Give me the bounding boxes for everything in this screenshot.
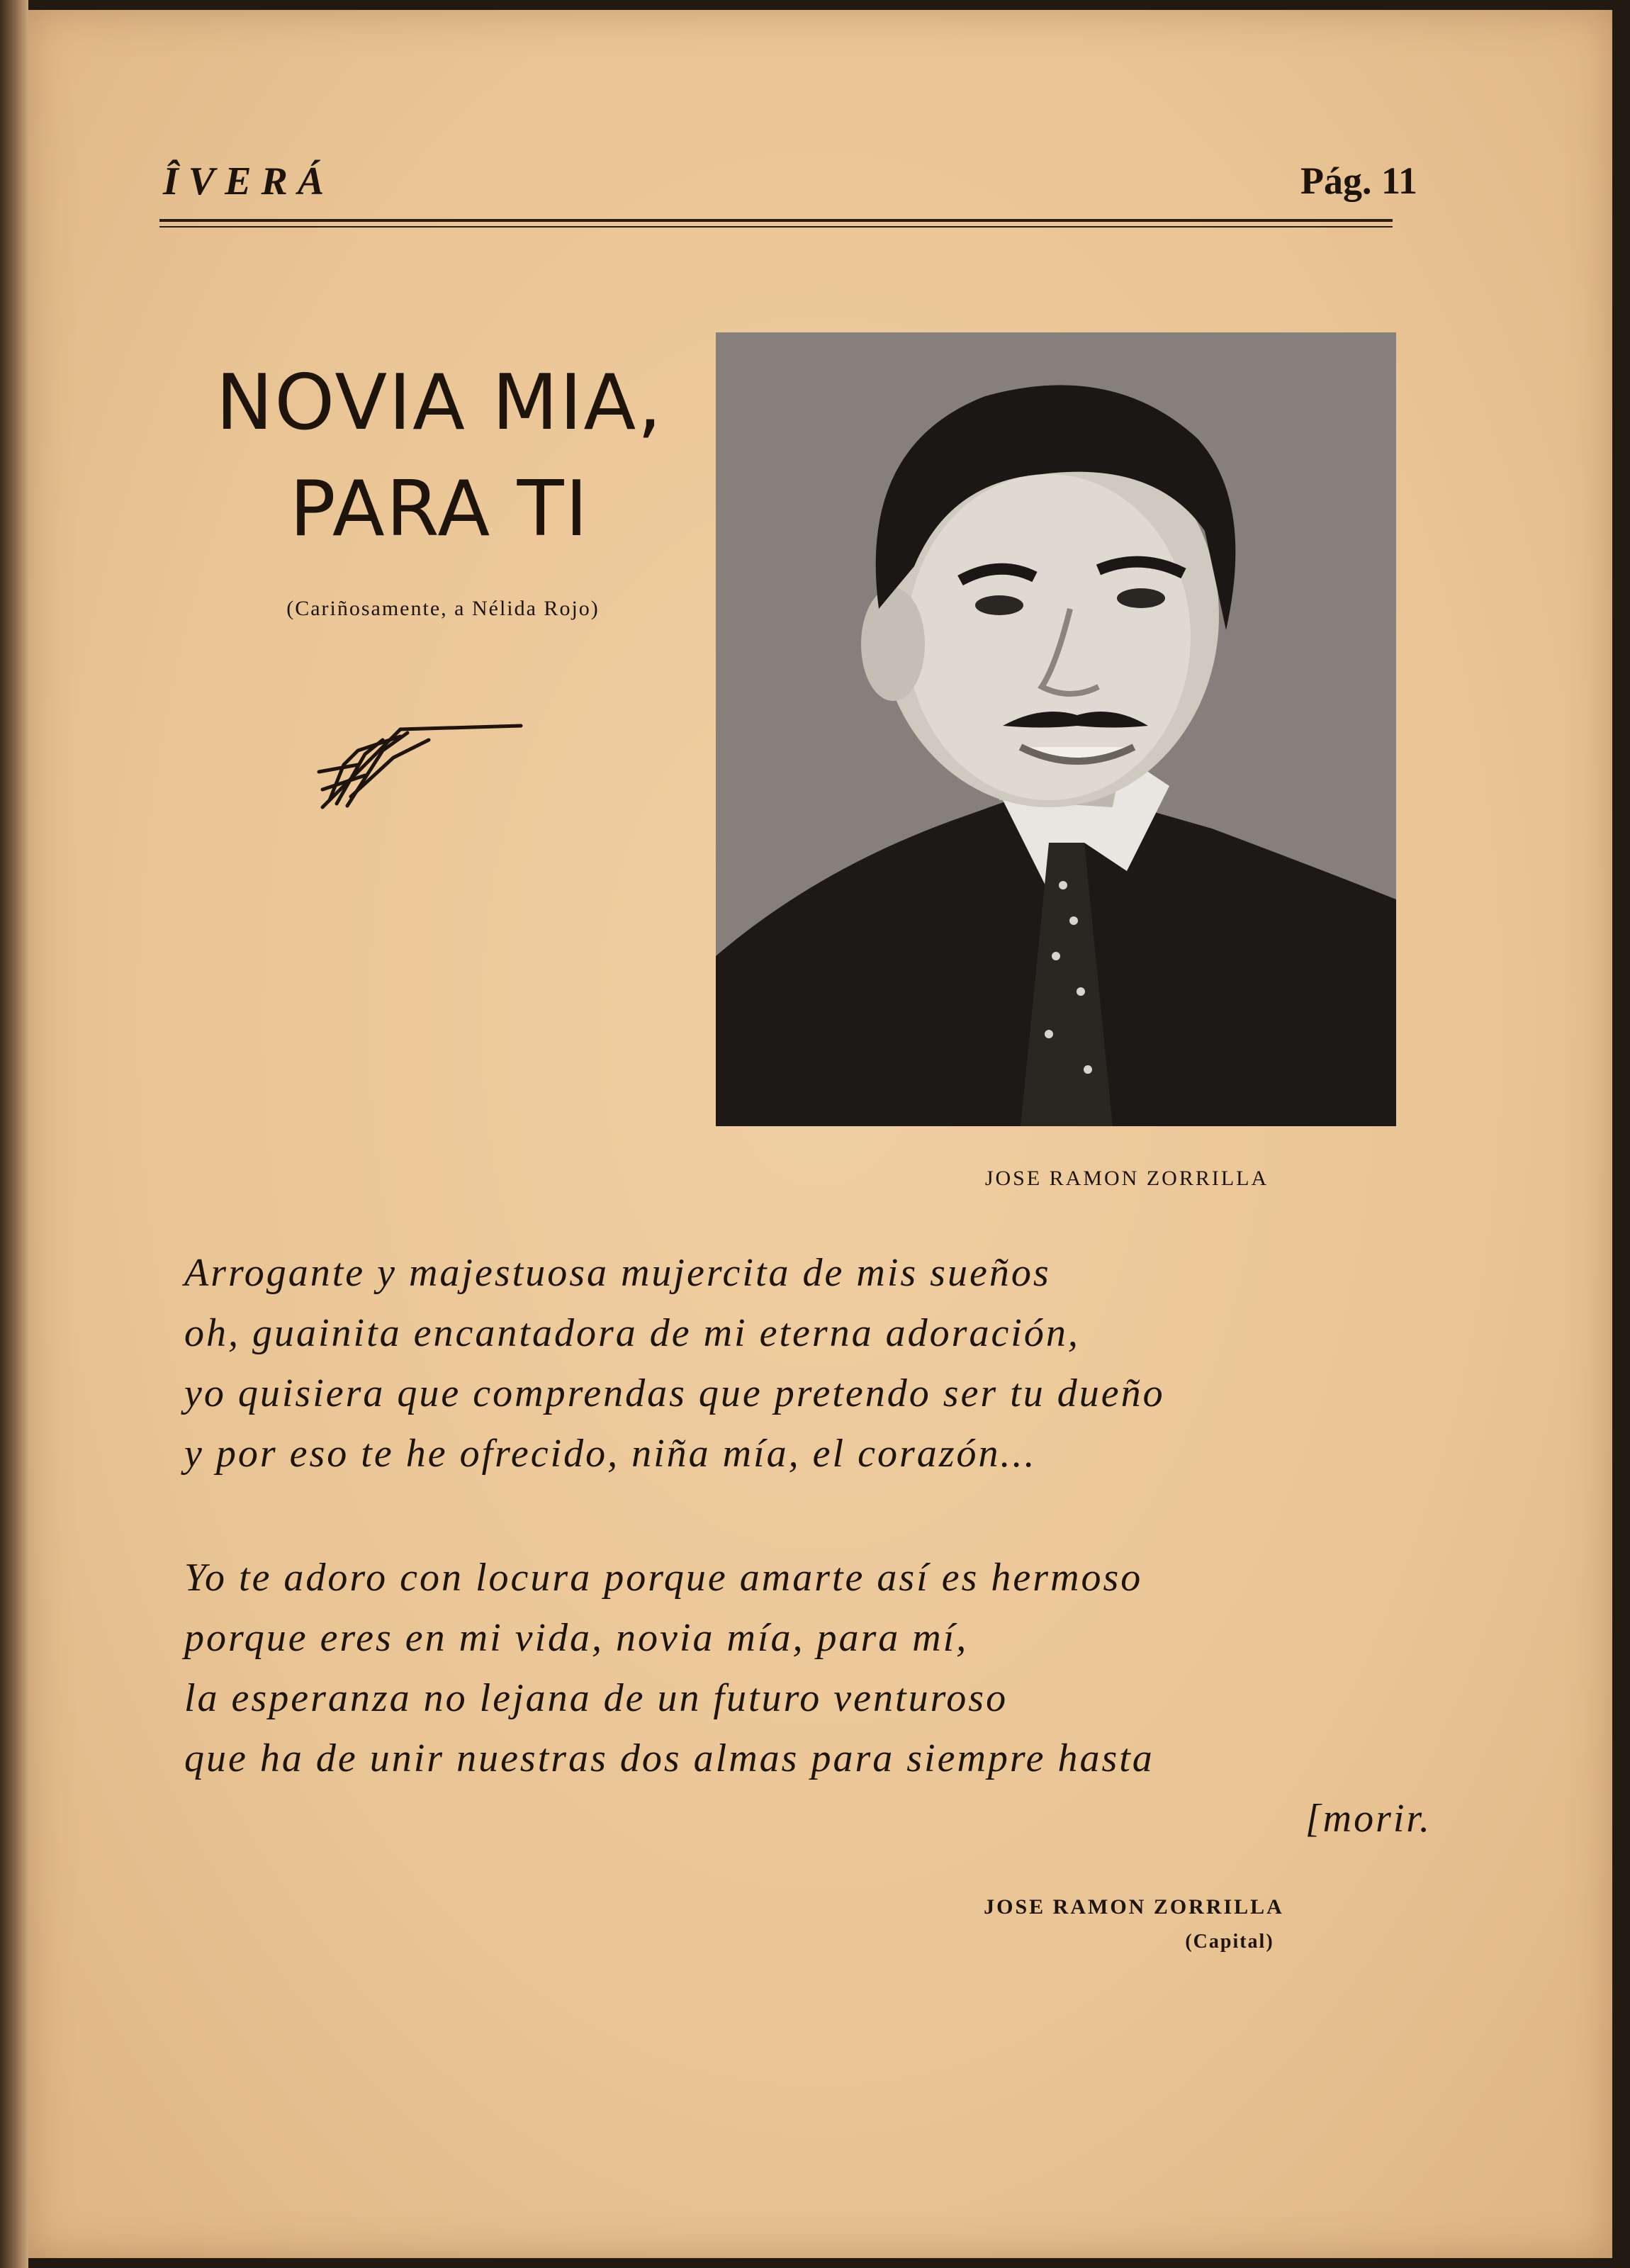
photo-caption: JOSE RAMON ZORRILLA (984, 1167, 1269, 1190)
poem-stanza-2 (184, 1548, 1432, 1849)
publication-title: ÎVERÁ (163, 159, 335, 203)
author-portrait (716, 332, 1396, 1126)
author-signature: JOSE RAMON ZORRILLA (984, 1895, 1284, 1919)
verse-line-continuation: [morir. (1305, 1797, 1432, 1841)
poem-title (159, 350, 719, 563)
magazine-page (28, 10, 1612, 2258)
verse-line: y por eso te he ofrecido, niña mía, el corazón... (184, 1432, 1037, 1476)
poem-stanza-1 (184, 1243, 1432, 1484)
author-location: (Capital) (1185, 1931, 1274, 1953)
book-spine (0, 0, 28, 2268)
verse-line: Arrogante y majestuosa mujercita de mis sueños (184, 1251, 1051, 1295)
verse-line: la esperanza no lejana de un futuro venturoso (184, 1676, 1008, 1720)
header-rule (159, 219, 1393, 222)
poem-title-line-1: NOVIA MIA, (215, 359, 663, 447)
flourish-ornament-icon (315, 722, 528, 818)
verse-line: oh, guainita encantadora de mi eterna adoración, (184, 1311, 1080, 1355)
verse-line: que ha de unir nuestras dos almas para siempre hasta (184, 1736, 1154, 1780)
page-number: Pág. 11 (1300, 159, 1417, 202)
verse-line: Yo te adoro con locura porque amarte así es hermoso (184, 1556, 1143, 1600)
header-rule-thin (159, 226, 1393, 228)
verse-line: yo quisiera que comprendas que pretendo ser tu dueño (184, 1371, 1165, 1415)
poem-title-line-2: PARA TI (289, 465, 590, 554)
verse-line: porque eres en mi vida, novia mía, para mí, (184, 1616, 969, 1660)
poem-dedication: (Cariñosamente, a Nélida Rojo) (286, 597, 600, 620)
